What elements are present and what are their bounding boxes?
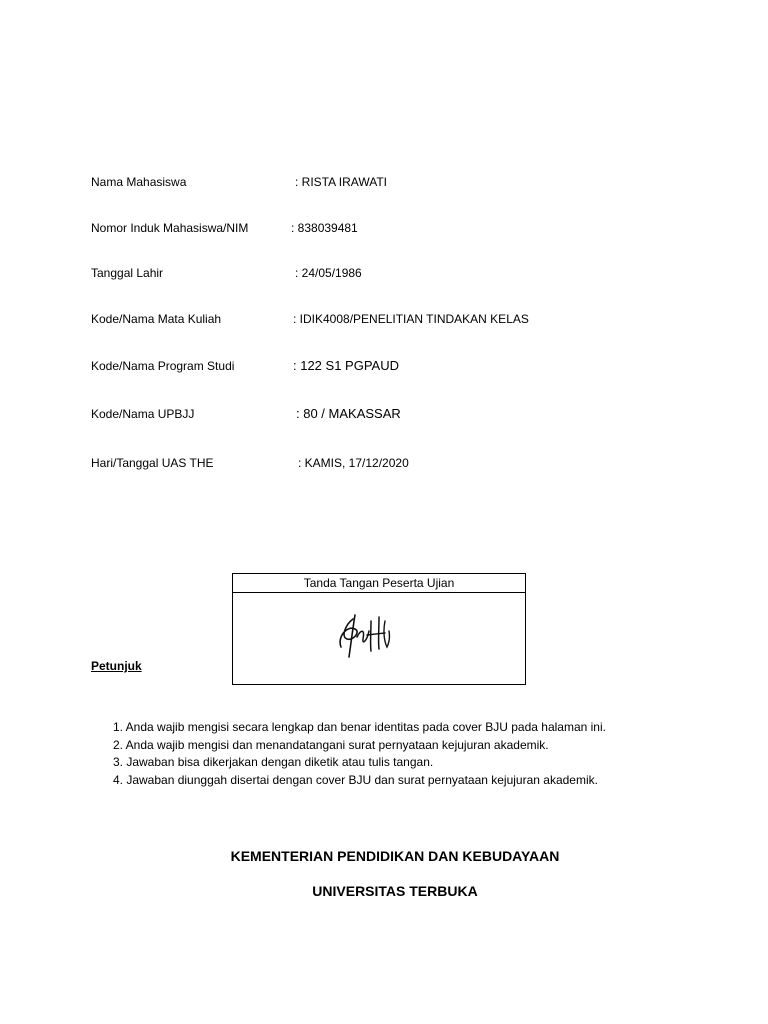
program-studi-label: Kode/Nama Program Studi (91, 359, 235, 373)
mata-kuliah-value: : IDIK4008/PENELITIAN TINDAKAN KELAS (293, 312, 529, 326)
petunjuk-heading: Petunjuk (91, 659, 142, 673)
upbjj-value: : 80 / MAKASSAR (296, 406, 401, 421)
instruction-item: 2. Anda wajib mengisi dan menandatangani surat pernyataan kejujuran akademik. (113, 737, 549, 752)
hari-tanggal-label: Hari/Tanggal UAS THE (91, 456, 214, 470)
ministry-heading: KEMENTERIAN PENDIDIKAN DAN KEBUDAYAAN (230, 848, 560, 864)
instruction-item: 1. Anda wajib mengisi secara lengkap dan benar identitas pada cover BJU pada halaman ini. (113, 720, 606, 734)
nama-label: Nama Mahasiswa (91, 175, 187, 189)
tanggal-lahir-value: : 24/05/1986 (295, 266, 362, 280)
signature-box (232, 573, 526, 685)
nim-value: : 838039481 (291, 221, 358, 235)
tanggal-lahir-label: Tanggal Lahir (91, 266, 164, 280)
mata-kuliah-label: Kode/Nama Mata Kuliah (91, 312, 222, 326)
handwritten-signature (333, 607, 397, 665)
instruction-item: 4. Jawaban diunggah disertai dengan cover BJU dan surat pernyataan kejujuran akademik. (113, 772, 598, 787)
nama-value: : RISTA IRAWATI (295, 175, 388, 189)
hari-tanggal-value: : KAMIS, 17/12/2020 (298, 456, 409, 470)
university-heading: UNIVERSITAS TERBUKA (312, 883, 478, 899)
program-studi-value: : 122 S1 PGPAUD (293, 358, 399, 373)
instruction-item: 3. Jawaban bisa dikerjakan dengan diketik atau tulis tangan. (113, 755, 434, 769)
instruction-list (113, 719, 606, 789)
signature-box-title: Tanda Tangan Peserta Ujian (233, 574, 525, 593)
nim-label: Nomor Induk Mahasiswa/NIM (91, 221, 249, 235)
signature-area (233, 593, 525, 684)
upbjj-label: Kode/Nama UPBJJ (91, 407, 195, 421)
